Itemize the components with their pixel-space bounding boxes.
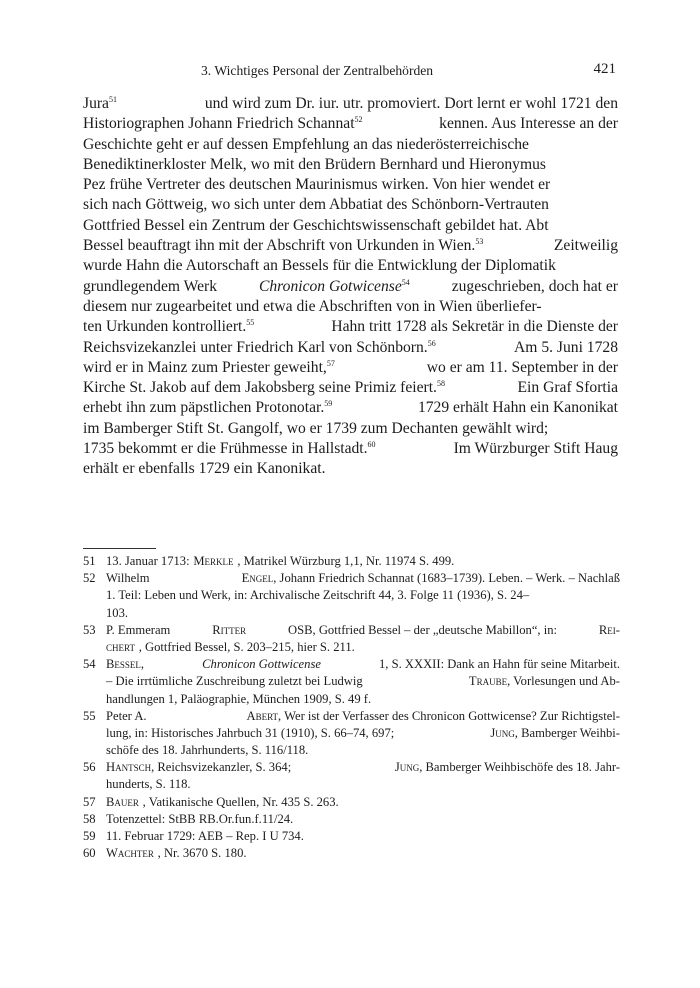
footnote-ref[interactable]: 54 xyxy=(401,277,410,287)
text-line: Gottfried Bessel ein Zentrum der Geschichtswissenschaft gebildet hat. Abt xyxy=(83,216,549,234)
text-line: Historiographen Johann Friedrich Schannat$^{52}$ kennen. Aus Interesse an der xyxy=(83,115,618,133)
text-line: Geschichte geht er auf dessen Empfehlung an das niederösterreichische xyxy=(83,135,529,153)
body-text xyxy=(83,94,618,480)
footnote-60: 60 Wachter , Nr. 3670 S. 180. xyxy=(83,846,247,861)
page-number: 421 xyxy=(593,61,616,77)
text-line: im Bamberger Stift St. Gangolf, wo er 1739 zum Dechanten gewählt wird; xyxy=(83,419,549,437)
footnote-ref[interactable]: 58 xyxy=(436,379,445,389)
footnote-ref[interactable]: 59 xyxy=(324,399,333,409)
text-line: Kirche St. Jakob auf dem Jakobsberg seine Primiz feiert.$^{58}$ Ein Graf Sfortia xyxy=(83,379,618,397)
text-line: Reichsvizekanzlei unter Friedrich Karl von Schönborn.$^{56}$ Am 5. Juni 1728 xyxy=(83,338,618,356)
footnote-54: 54 Bessel, Chronicon Gottwicense 1, S. XXXII: Dank an Hahn für seine Mitarbeit. – Die irrtümliche Zuschreibung zuletzt bei Ludwig Traube, Vorlesungen und Ab- handlungen 1, Paläographie, München 1909, S. 49 f. xyxy=(83,657,620,706)
footnote-ref[interactable]: 57 xyxy=(326,358,335,368)
footnote-55: 55 Peter A. Abert, Wer ist der Verfasser des Chronicon Gottwicense? Zur Richtigstel- lung, in: Historisches Jahrbuch 31 (1910), S. 66–74, 697; Jung, Bamberger Weihbi- schöfe des 18. Jahrhunderts, S. 116/118. xyxy=(83,708,620,758)
footnote-ref[interactable]: 60 xyxy=(367,440,376,450)
text-line: Benediktinerkloster Melk, wo mit den Brüdern Bernhard und Hieronymus xyxy=(83,155,546,173)
footnote-ref[interactable]: 51 xyxy=(108,95,117,104)
text-line: erhält er ebenfalls 1729 ein Kanonikat. xyxy=(83,460,326,478)
footnote-58: 58 Totenzettel: StBB RB.Or.fun.f.11/24. xyxy=(83,811,294,826)
footnote-ref[interactable]: 52 xyxy=(354,115,363,125)
footnote-ref[interactable]: 53 xyxy=(475,237,484,247)
footnote-53: 53 P. Emmeram Ritter OSB, Gottfried Bessel – der „deutsche Mabillon“, in: Rei- chert , Gottfried Bessel, S. 203–215, hier S. 211. xyxy=(83,622,620,654)
text-line: sich nach Göttweig, wo sich unter dem Abbatiat des Schönborn-Vertrauten xyxy=(83,196,549,214)
work-title: Chronicon Gotwicense xyxy=(258,277,402,295)
footnote-separator xyxy=(83,548,156,549)
footnotes xyxy=(83,553,620,862)
footnote-ref[interactable]: 56 xyxy=(427,338,436,348)
footnote-52: 52 Wilhelm Engel, Johann Friedrich Schannat (1683–1739). Leben. – Werk. – Nachlaß 1. Teil: Leben und Werk, in: Archivalische Zeitschrift 44, 3. Folge 11 (1936), S. 24– 103. xyxy=(83,571,620,620)
running-title: 3. Wichtiges Personal der Zentralbehörden xyxy=(201,63,434,78)
text-line: ten Urkunden kontrolliert.$^{55}$ Hahn tritt 1728 als Sekretär in die Dienste der xyxy=(83,318,618,336)
text-line: erhebt ihn zum päpstlichen Protonotar.$^{59}$ 1729 erhält Hahn ein Kanonikat xyxy=(83,399,618,417)
running-header xyxy=(83,61,620,83)
text-line: grundlegendem Werk Chronicon Gotwicense$^{54}$ zugeschrieben, doch hat er xyxy=(83,277,618,295)
text-line: Bessel beauftragt ihn mit der Abschrift von Urkunden in Wien.$^{53}$ Zeitweilig xyxy=(83,237,618,255)
footnote-56: 56 Hantsch, Reichsvizekanzler, S. 364; Jung, Bamberger Weihbischöfe des 18. Jahr- hunderts, S. 118. xyxy=(83,760,620,792)
text-line: Pez frühe Vertreter des deutschen Maurinismus wirken. Von hier wendet er xyxy=(83,176,551,194)
text-line: wurde Hahn die Autorschaft an Bessels für die Entwicklung der Diplomatik xyxy=(83,257,556,275)
text-line: 1735 bekommt er die Frühmesse in Hallstadt.$^{60}$ Im Würzburger Stift Haug xyxy=(83,440,618,458)
footnote-51: 51 13. Januar 1713: Merkle , Matrikel Würzburg 1,1, Nr. 11974 S. 499. xyxy=(83,554,455,568)
text-line: Jura$^{51}$ und wird zum Dr. iur. utr. promoviert. Dort lernt er wohl 1721 den xyxy=(83,95,618,112)
text-line: diesem nur zugearbeitet und etwa die Abschriften von in Wien überliefer- xyxy=(83,297,542,315)
footnote-57: 57 Bauer , Vatikanische Quellen, Nr. 435 S. 263. xyxy=(83,794,339,809)
text-line: wird er in Mainz zum Priester geweiht,$^{57}$ wo er am 11. September in der xyxy=(83,358,618,376)
footnote-ref[interactable]: 55 xyxy=(246,318,255,328)
footnote-59: 59 11. Februar 1729: AEB – Rep. I U 734. xyxy=(83,829,304,844)
